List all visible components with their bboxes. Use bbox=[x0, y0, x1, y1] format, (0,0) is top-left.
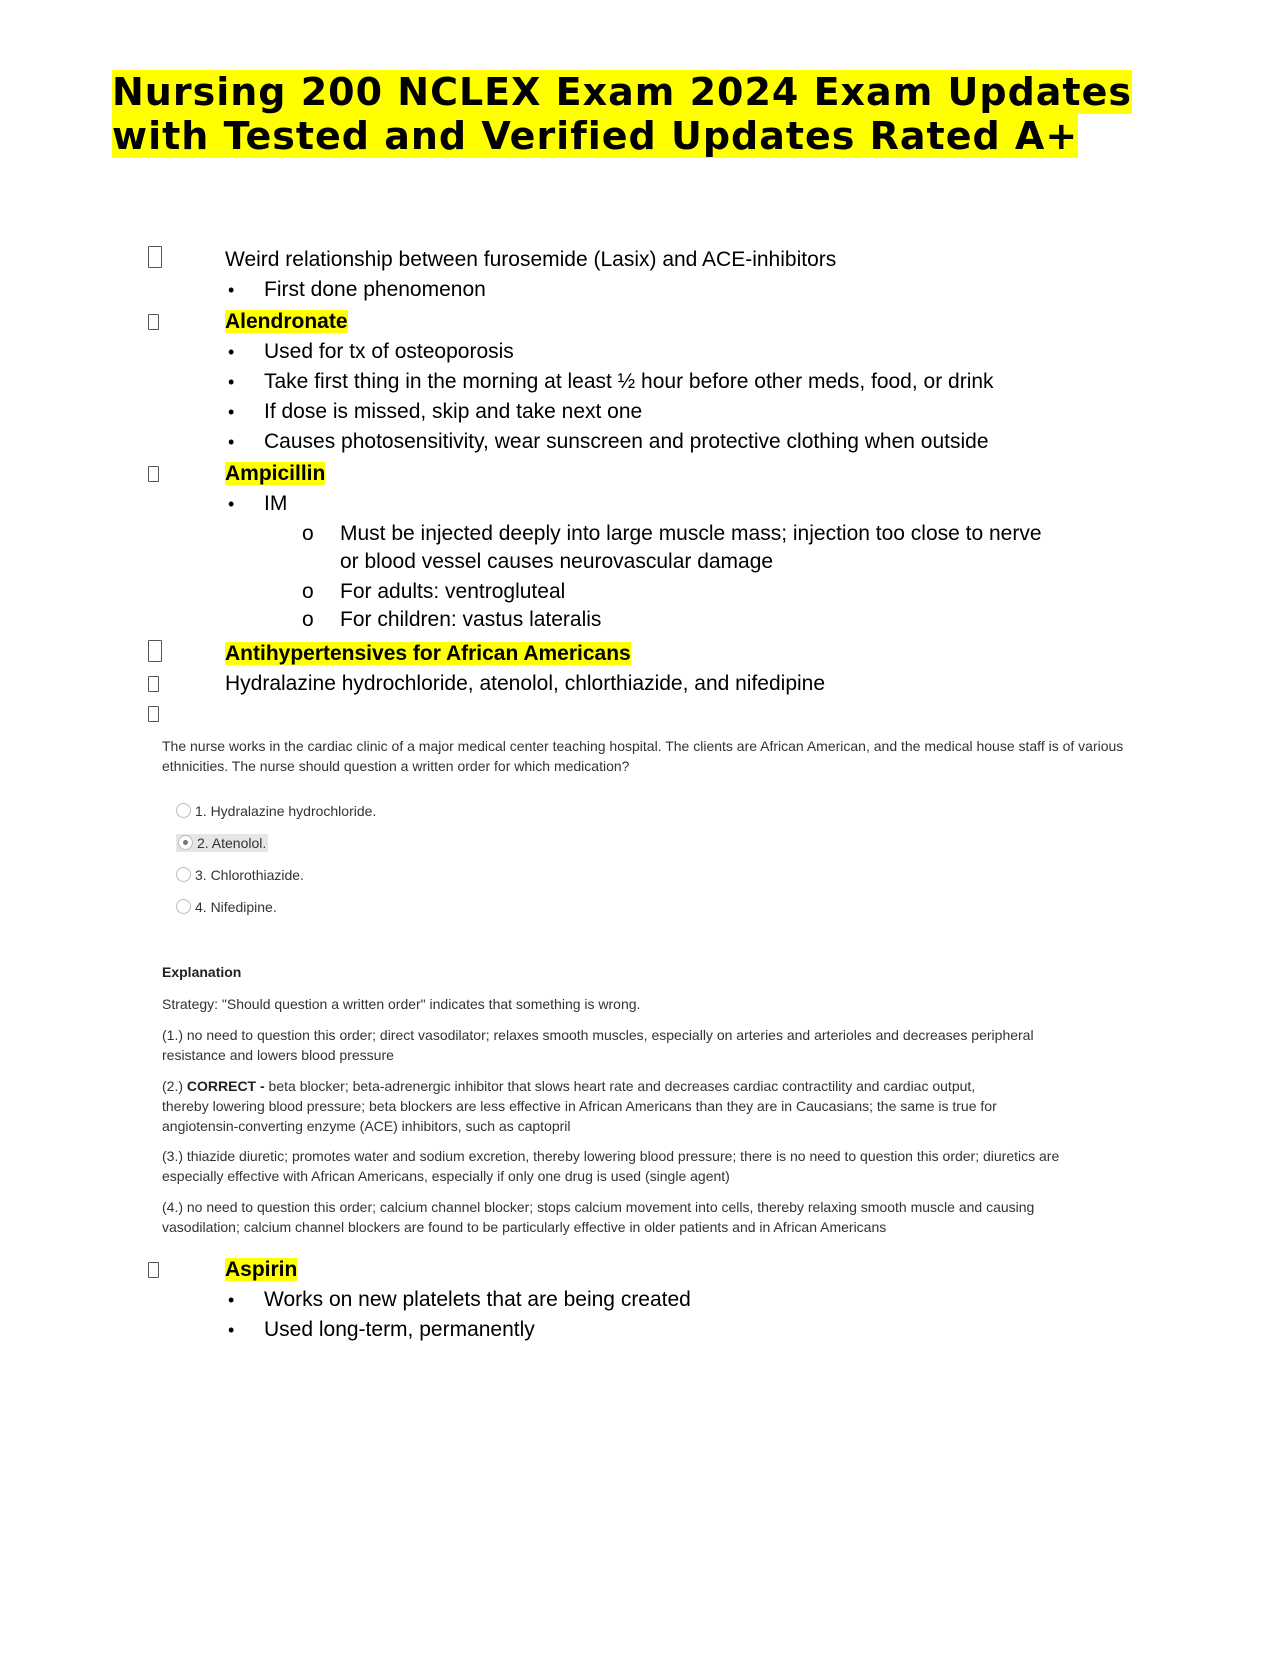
heading-alendronate: Alendronate bbox=[225, 310, 348, 333]
quiz-option-1[interactable]: 1. Hydralazine hydrochloride. bbox=[176, 800, 376, 822]
bullet-icon: • bbox=[228, 1290, 235, 1310]
explanation-3: (3.) thiazide diuretic; promotes water and sodium excretion, thereby lowering blood pressure; there is no need to question this order; diuretics are especially effective with African Americans, especially if only one drug is used (single agent) bbox=[162, 1148, 1060, 1184]
ampicillin-im: IM bbox=[264, 492, 288, 515]
heading-aspirin: Aspirin bbox=[225, 1258, 298, 1281]
checkbox-icon bbox=[148, 676, 159, 692]
checkbox-icon bbox=[148, 314, 159, 330]
aspirin-item: Used long-term, permanently bbox=[264, 1318, 535, 1341]
alendronate-item: If dose is missed, skip and take next one bbox=[264, 400, 643, 423]
heading-antihypertensives: Antihypertensives for African Americans bbox=[225, 642, 631, 665]
explanation-heading: Explanation bbox=[162, 964, 242, 980]
checkbox-icon bbox=[148, 640, 162, 662]
checkbox-icon bbox=[148, 1262, 159, 1278]
alendronate-item: Used for tx of osteoporosis bbox=[264, 340, 514, 363]
checkbox-icon bbox=[148, 706, 159, 722]
alendronate-item: Take first thing in the morning at least ½ hour before other meds, food, or drink bbox=[264, 370, 994, 393]
explanation-1: (1.) no need to question this order; direct vasodilator; relaxes smooth muscles, especially on arteries and arterioles and decreases peripheral resistance and lowers blood pressure bbox=[162, 1027, 1034, 1063]
aspirin-item: Works on new platelets that are being created bbox=[264, 1288, 691, 1311]
explanation-2: (2.) CORRECT - beta blocker; beta-adrenergic inhibitor that slows heart rate and decreases cardiac contractility and cardiac output, thereby lowering blood pressure; beta blockers are less effective in African Americans than they are in Caucasians; the same is true for angiotensin-converting enzyme (ACE) inhibitors, such as captopril bbox=[162, 1078, 997, 1134]
sub-marker: o bbox=[302, 580, 314, 603]
quiz-option-3[interactable]: 3. Chlorothiazide. bbox=[176, 864, 304, 886]
explanation-strategy: Strategy: "Should question a written order" indicates that something is wrong. bbox=[162, 996, 641, 1012]
bullet-icon: • bbox=[228, 342, 235, 362]
ampicillin-sub: or blood vessel causes neurovascular damage bbox=[340, 550, 774, 573]
radio-icon[interactable] bbox=[176, 803, 191, 818]
quiz-option-4[interactable]: 4. Nifedipine. bbox=[176, 896, 277, 918]
ampicillin-sub: Must be injected deeply into large muscle mass; injection too close to nerve bbox=[340, 522, 1042, 545]
sub-marker: o bbox=[302, 608, 314, 631]
ampicillin-sub: For adults: ventrogluteal bbox=[340, 580, 566, 603]
checkbox-icon bbox=[148, 246, 162, 268]
explanation-4: (4.) no need to question this order; calcium channel blocker; stops calcium movement into cells, thereby relaxing smooth muscle and causing vasodilation; calcium channel blockers are found to be particularly effective in older patients and in African Americans bbox=[162, 1199, 1035, 1235]
sub-marker: o bbox=[302, 522, 314, 545]
note-lasix-sub: First done phenomenon bbox=[264, 278, 486, 301]
radio-icon[interactable] bbox=[176, 867, 191, 882]
radio-icon[interactable] bbox=[176, 899, 191, 914]
document-title: Nursing 200 NCLEX Exam 2024 Exam Updates with Tested and Verified Updates Rated A+ bbox=[112, 70, 1132, 158]
alendronate-item: Causes photosensitivity, wear sunscreen and protective clothing when outside bbox=[264, 430, 989, 453]
bullet-icon: • bbox=[228, 280, 235, 300]
bullet-icon: • bbox=[228, 432, 235, 452]
ampicillin-sub: For children: vastus lateralis bbox=[340, 608, 602, 631]
bullet-icon: • bbox=[228, 402, 235, 422]
bullet-icon: • bbox=[228, 372, 235, 392]
quiz-question: The nurse works in the cardiac clinic of a major medical center teaching hospital. The clients are African American, and the medical house staff is of various ethnicities. The nurse should question a written order for which medication? bbox=[162, 738, 1124, 774]
bullet-icon: • bbox=[228, 494, 235, 514]
note-lasix: Weird relationship between furosemide (Lasix) and ACE-inhibitors bbox=[225, 248, 837, 271]
quiz-option-2[interactable]: 2. Atenolol. bbox=[176, 832, 268, 854]
checkbox-icon bbox=[148, 466, 159, 482]
heading-ampicillin: Ampicillin bbox=[225, 462, 326, 485]
radio-selected-icon[interactable] bbox=[178, 835, 193, 850]
antihypertensives-list: Hydralazine hydrochloride, atenolol, chlorthiazide, and nifedipine bbox=[225, 672, 826, 695]
bullet-icon: • bbox=[228, 1320, 235, 1340]
